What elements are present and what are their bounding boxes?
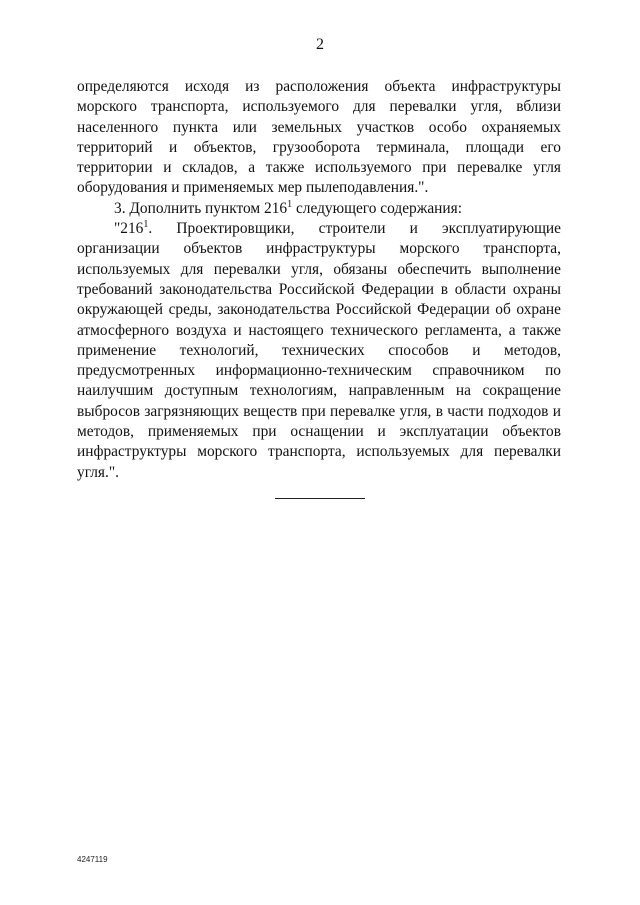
document-code: 4247119	[77, 855, 108, 864]
amendment-text-end: следующего содержания:	[292, 199, 463, 217]
paragraph-continuation: определяются исходя из расположения объекта инфраструктуры морского транспорта, используемого для перевалки угля, вблизи населенного пункта или земельных участков особо охраняемых территорий и объектов, грузооборота терминала, площади его территории и складов, а также используемого при перевалке угля оборудования и применяемых мер пылеподавления.".	[77, 78, 561, 197]
superscript-index: 1	[143, 218, 149, 230]
amendment-text-start: 3. Дополнить пунктом 216	[114, 199, 288, 217]
paragraph-amendment-item-3	[77, 199, 561, 219]
paragraph-clause-216-1	[77, 219, 561, 483]
page-number: 2	[316, 36, 324, 53]
clause-number: "216	[114, 220, 144, 238]
superscript-index: 1	[287, 198, 293, 210]
clause-text: . Проектировщики, строители и эксплуатирующие организации объектов инфраструктуры морского транспорта, используемых для перевалки угля, обязаны обеспечить выполнение требований законодательства Российской Федерации в области охраны окружающей среды, законодательства Российской Федерации об охране атмосферного воздуха и настоящего технического регламента, а также применение технологий, технических способов и методов, предусмотренных информационно-техническим справочником по наилучшим доступным технологиям, направленным на сокращение выбросов загрязняющих веществ при перевалке угля, в части подходов и методов, применяемых при оснащении и эксплуатации объектов инфраструктуры морского транспорта, используемых для перевалки угля.".	[77, 220, 561, 481]
document-body	[77, 77, 561, 483]
closing-divider	[275, 498, 365, 499]
